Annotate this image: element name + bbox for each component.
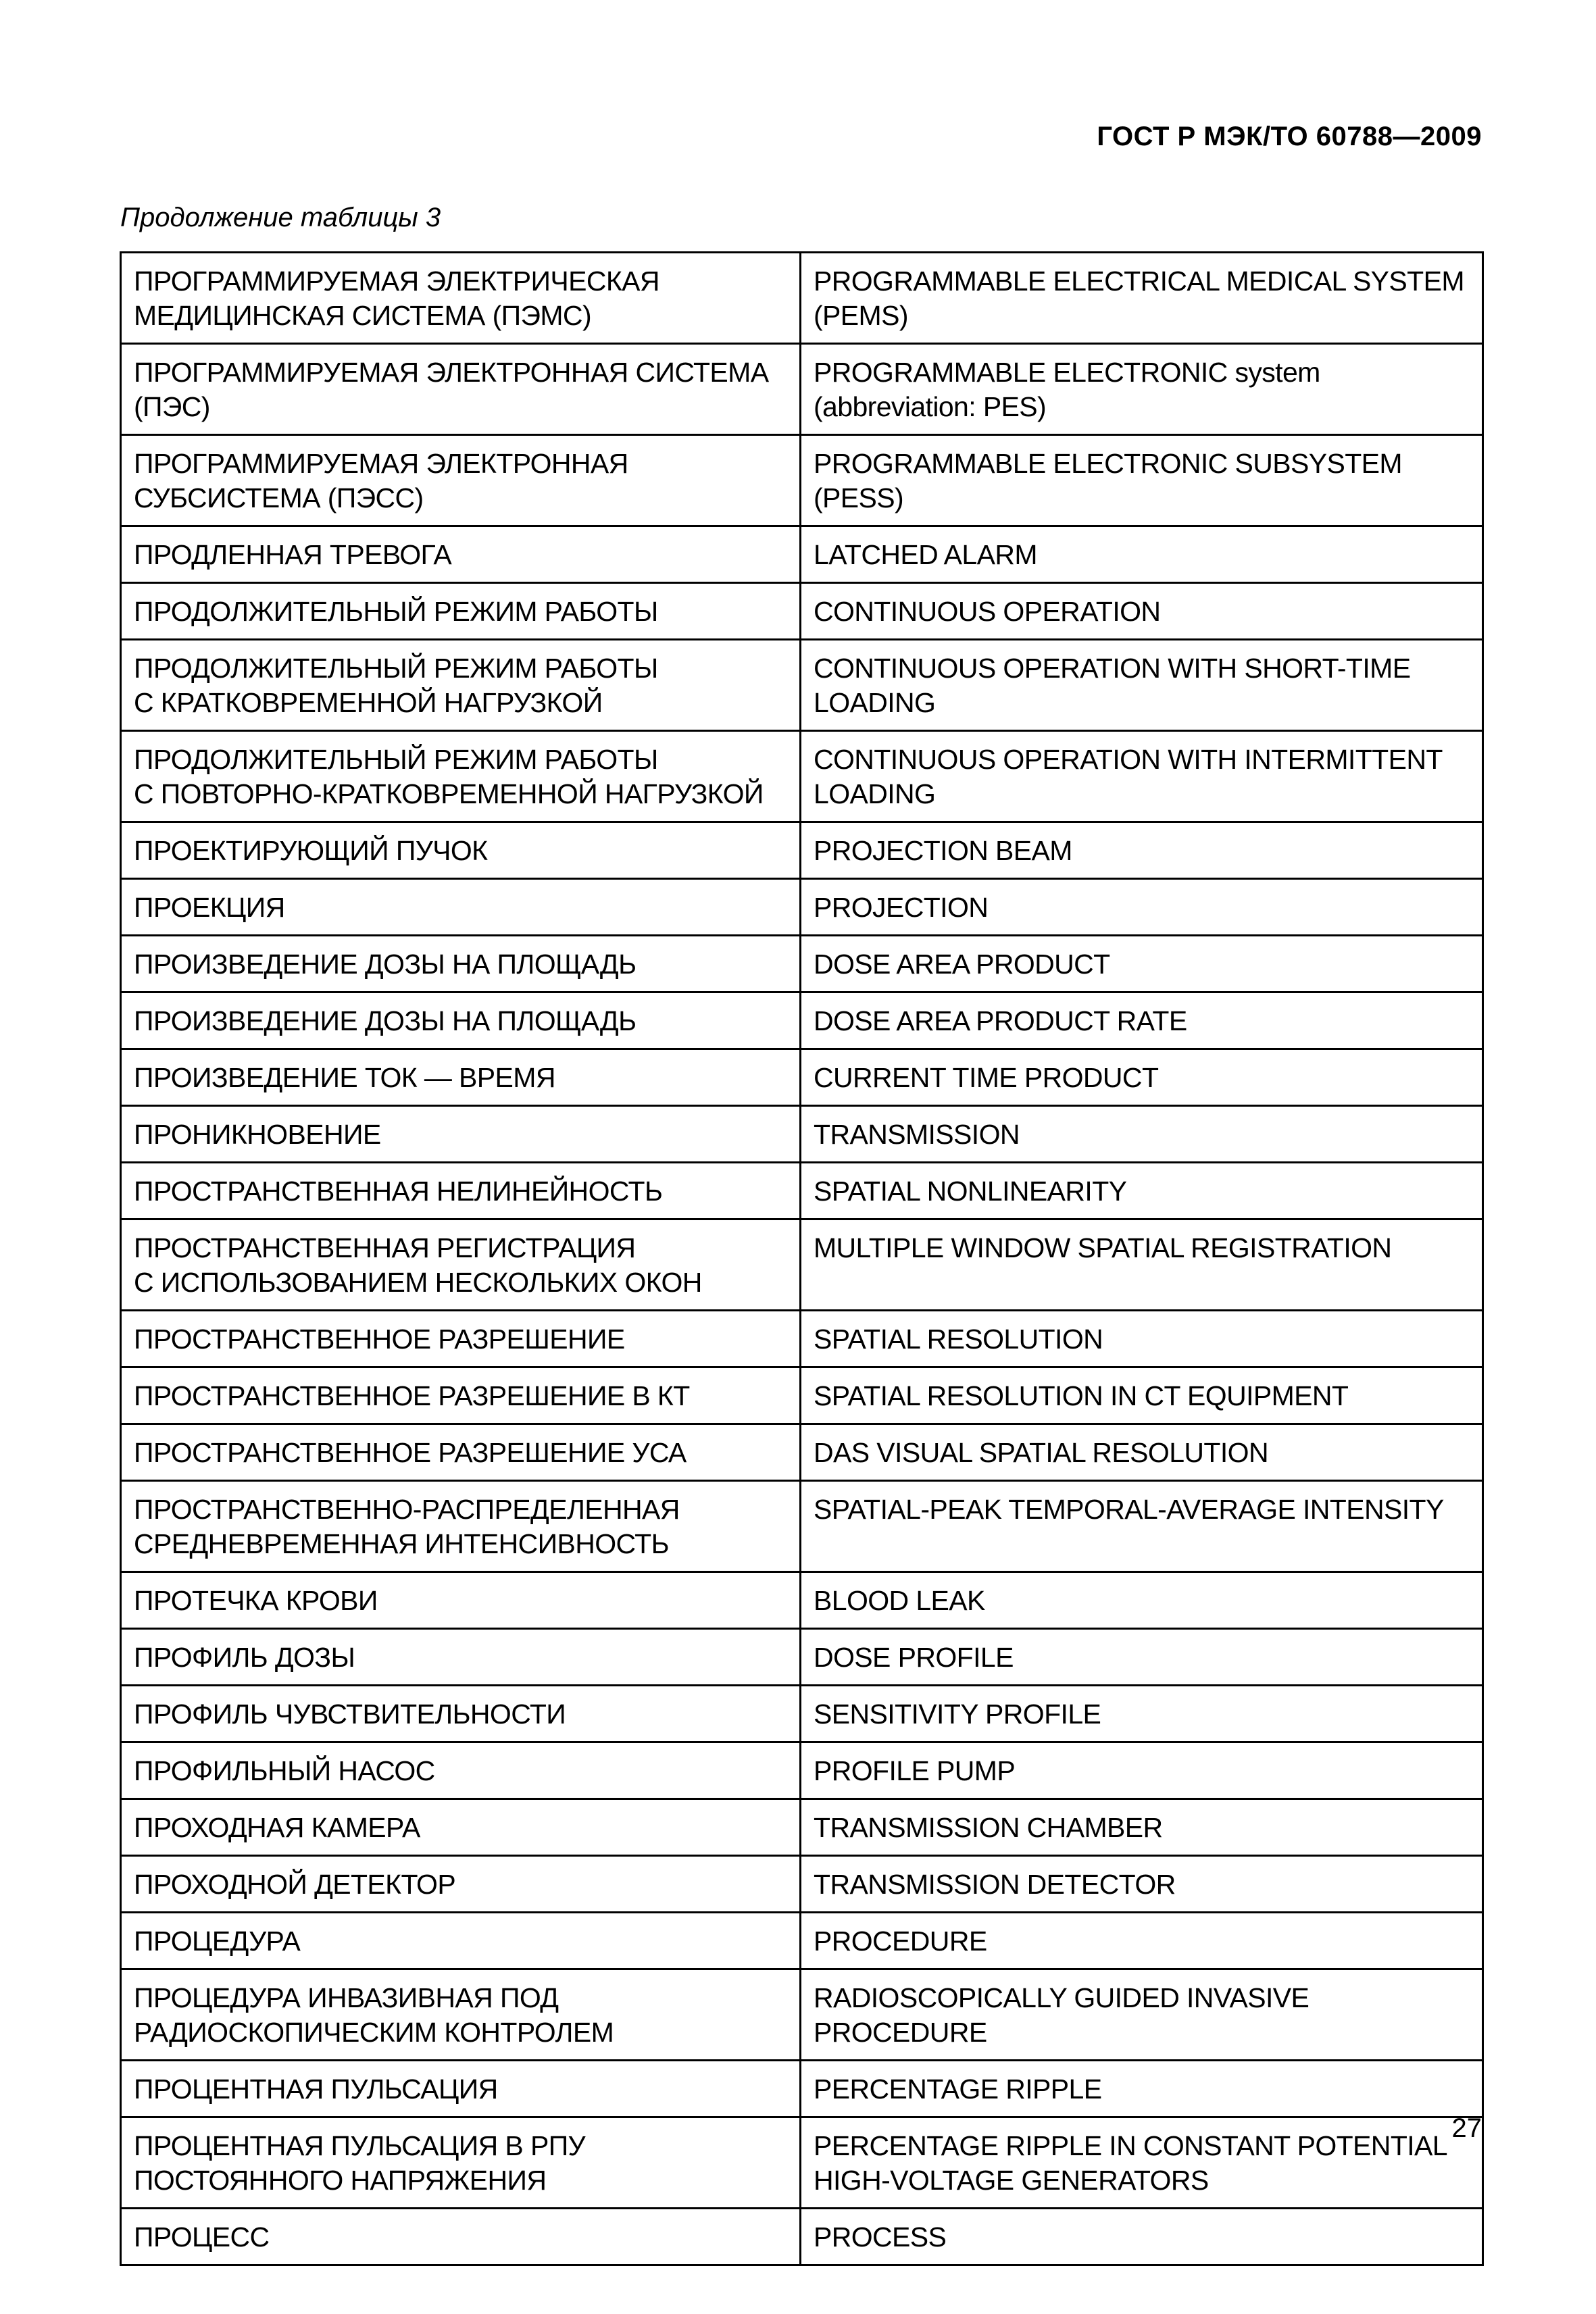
term-russian: ПРОДОЛЖИТЕЛЬНЫЙ РЕЖИМ РАБОТЫ (121, 583, 801, 640)
term-english: PERCENTAGE RIPPLE (801, 2061, 1483, 2117)
term-english: TRANSMISSION CHAMBER (801, 1799, 1483, 1856)
term-english: DOSE PROFILE (801, 1629, 1483, 1686)
term-english: SPATIAL RESOLUTION (801, 1311, 1483, 1367)
term-english: DAS VISUAL SPATIAL RESOLUTION (801, 1424, 1483, 1481)
term-english: CONTINUOUS OPERATION WITH INTERMITTENT LOADING (801, 731, 1483, 822)
table-row (121, 583, 1483, 640)
table-row (121, 1219, 1483, 1311)
table-row (121, 822, 1483, 879)
table-caption: Продолжение таблицы 3 (120, 203, 441, 232)
table-row (121, 253, 1483, 344)
term-russian: ПРОХОДНОЙ ДЕТЕКТОР (121, 1856, 801, 1913)
term-english: CURRENT TIME PRODUCT (801, 1049, 1483, 1106)
term-russian: ПРОТЕЧКА КРОВИ (121, 1572, 801, 1629)
term-english: DOSE AREA PRODUCT (801, 936, 1483, 992)
table-row (121, 1424, 1483, 1481)
term-russian: ПРОНИКНОВЕНИЕ (121, 1106, 801, 1163)
term-russian: ПРОХОДНАЯ КАМЕРА (121, 1799, 801, 1856)
table-row (121, 1913, 1483, 1969)
table-row (121, 1856, 1483, 1913)
term-russian: ПРОИЗВЕДЕНИЕ ДОЗЫ НА ПЛОЩАДЬ (121, 936, 801, 992)
term-russian: ПРОФИЛЬ ЧУВСТВИТЕЛЬНОСТИ (121, 1686, 801, 1742)
term-english: TRANSMISSION DETECTOR (801, 1856, 1483, 1913)
term-russian: ПРОСТРАНСТВЕННО-РАСПРЕДЕЛЕННАЯ СРЕДНЕВРЕМЕННАЯ ИНТЕНСИВНОСТЬ (121, 1481, 801, 1572)
table-row (121, 1799, 1483, 1856)
page-number: 27 (1451, 2113, 1482, 2143)
table-row (121, 344, 1483, 435)
term-english: RADIOSCOPICALLY GUIDED INVASIVE PROCEDURE (801, 1969, 1483, 2061)
term-russian: ПРОЕКЦИЯ (121, 879, 801, 936)
term-russian: ПРОФИЛЬ ДОЗЫ (121, 1629, 801, 1686)
table-row (121, 2061, 1483, 2117)
term-russian: ПРОЦЕСС (121, 2209, 801, 2265)
table-row (121, 1572, 1483, 1629)
term-english: PROGRAMMABLE ELECTRONIC system (abbreviation: PES) (801, 344, 1483, 435)
term-english: PROCEDURE (801, 1913, 1483, 1969)
term-english: PROJECTION (801, 879, 1483, 936)
term-russian: ПРОЦЕДУРА ИНВАЗИВНАЯ ПОД РАДИОСКОПИЧЕСКИМ КОНТРОЛЕМ (121, 1969, 801, 2061)
table-row (121, 879, 1483, 936)
term-english: SPATIAL RESOLUTION IN CT EQUIPMENT (801, 1367, 1483, 1424)
term-english: SPATIAL NONLINEARITY (801, 1163, 1483, 1219)
term-russian: ПРОСТРАНСТВЕННАЯ РЕГИСТРАЦИЯ С ИСПОЛЬЗОВАНИЕМ НЕСКОЛЬКИХ ОКОН (121, 1219, 801, 1311)
term-english: PROJECTION BEAM (801, 822, 1483, 879)
term-english: CONTINUOUS OPERATION WITH SHORT-TIME LOADING (801, 640, 1483, 731)
term-english: BLOOD LEAK (801, 1572, 1483, 1629)
term-english: PROFILE PUMP (801, 1742, 1483, 1799)
term-russian: ПРОДОЛЖИТЕЛЬНЫЙ РЕЖИМ РАБОТЫ С КРАТКОВРЕМЕННОЙ НАГРУЗКОЙ (121, 640, 801, 731)
term-russian: ПРОИЗВЕДЕНИЕ ДОЗЫ НА ПЛОЩАДЬ (121, 992, 801, 1049)
table-row (121, 1686, 1483, 1742)
term-english: DOSE AREA PRODUCT RATE (801, 992, 1483, 1049)
term-english: CONTINUOUS OPERATION (801, 583, 1483, 640)
terms-table-body (121, 253, 1483, 2265)
term-english: PROGRAMMABLE ELECTRONIC SUBSYSTEM (PESS) (801, 435, 1483, 526)
term-russian: ПРОЦЕДУРА (121, 1913, 801, 1969)
term-english: PROGRAMMABLE ELECTRICAL MEDICAL SYSTEM (PEMS) (801, 253, 1483, 344)
table-row (121, 435, 1483, 526)
table-row (121, 1106, 1483, 1163)
table-row (121, 992, 1483, 1049)
term-russian: ПРОГРАММИРУЕМАЯ ЭЛЕКТРОННАЯ СУБСИСТЕМА (ПЭСС) (121, 435, 801, 526)
term-russian: ПРОЦЕНТНАЯ ПУЛЬСАЦИЯ (121, 2061, 801, 2117)
table-row (121, 731, 1483, 822)
table-row (121, 1969, 1483, 2061)
table-row (121, 640, 1483, 731)
term-russian: ПРОСТРАНСТВЕННАЯ НЕЛИНЕЙНОСТЬ (121, 1163, 801, 1219)
term-russian: ПРОЕКТИРУЮЩИЙ ПУЧОК (121, 822, 801, 879)
table-row (121, 1049, 1483, 1106)
term-english: TRANSMISSION (801, 1106, 1483, 1163)
table-row (121, 936, 1483, 992)
term-english: LATCHED ALARM (801, 526, 1483, 583)
terms-table (120, 251, 1484, 2266)
table-row (121, 1629, 1483, 1686)
term-english: PROCESS (801, 2209, 1483, 2265)
term-russian: ПРОДЛЕННАЯ ТРЕВОГА (121, 526, 801, 583)
table-row (121, 2209, 1483, 2265)
term-english: SENSITIVITY PROFILE (801, 1686, 1483, 1742)
table-row (121, 1311, 1483, 1367)
term-russian: ПРОИЗВЕДЕНИЕ ТОК — ВРЕМЯ (121, 1049, 801, 1106)
document-header: ГОСТ Р МЭК/ТО 60788—2009 (1097, 122, 1482, 151)
table-row (121, 1367, 1483, 1424)
table-row (121, 1163, 1483, 1219)
term-russian: ПРОГРАММИРУЕМАЯ ЭЛЕКТРИЧЕСКАЯ МЕДИЦИНСКАЯ СИСТЕМА (ПЭМС) (121, 253, 801, 344)
term-russian: ПРОЦЕНТНАЯ ПУЛЬСАЦИЯ В РПУ ПОСТОЯННОГО НАПРЯЖЕНИЯ (121, 2117, 801, 2209)
term-russian: ПРОДОЛЖИТЕЛЬНЫЙ РЕЖИМ РАБОТЫ С ПОВТОРНО-КРАТКОВРЕМЕННОЙ НАГРУЗКОЙ (121, 731, 801, 822)
table-row (121, 1742, 1483, 1799)
term-russian: ПРОСТРАНСТВЕННОЕ РАЗРЕШЕНИЕ (121, 1311, 801, 1367)
term-russian: ПРОГРАММИРУЕМАЯ ЭЛЕКТРОННАЯ СИСТЕМА (ПЭС) (121, 344, 801, 435)
term-russian: ПРОФИЛЬНЫЙ НАСОС (121, 1742, 801, 1799)
term-russian: ПРОСТРАНСТВЕННОЕ РАЗРЕШЕНИЕ УСА (121, 1424, 801, 1481)
term-english: PERCENTAGE RIPPLE IN CONSTANT POTENTIAL HIGH-VOLTAGE GENERATORS (801, 2117, 1483, 2209)
term-english: MULTIPLE WINDOW SPATIAL REGISTRATION (801, 1219, 1483, 1311)
term-russian: ПРОСТРАНСТВЕННОЕ РАЗРЕШЕНИЕ В КТ (121, 1367, 801, 1424)
table-row (121, 1481, 1483, 1572)
term-english: SPATIAL-PEAK TEMPORAL-AVERAGE INTENSITY (801, 1481, 1483, 1572)
table-row (121, 526, 1483, 583)
